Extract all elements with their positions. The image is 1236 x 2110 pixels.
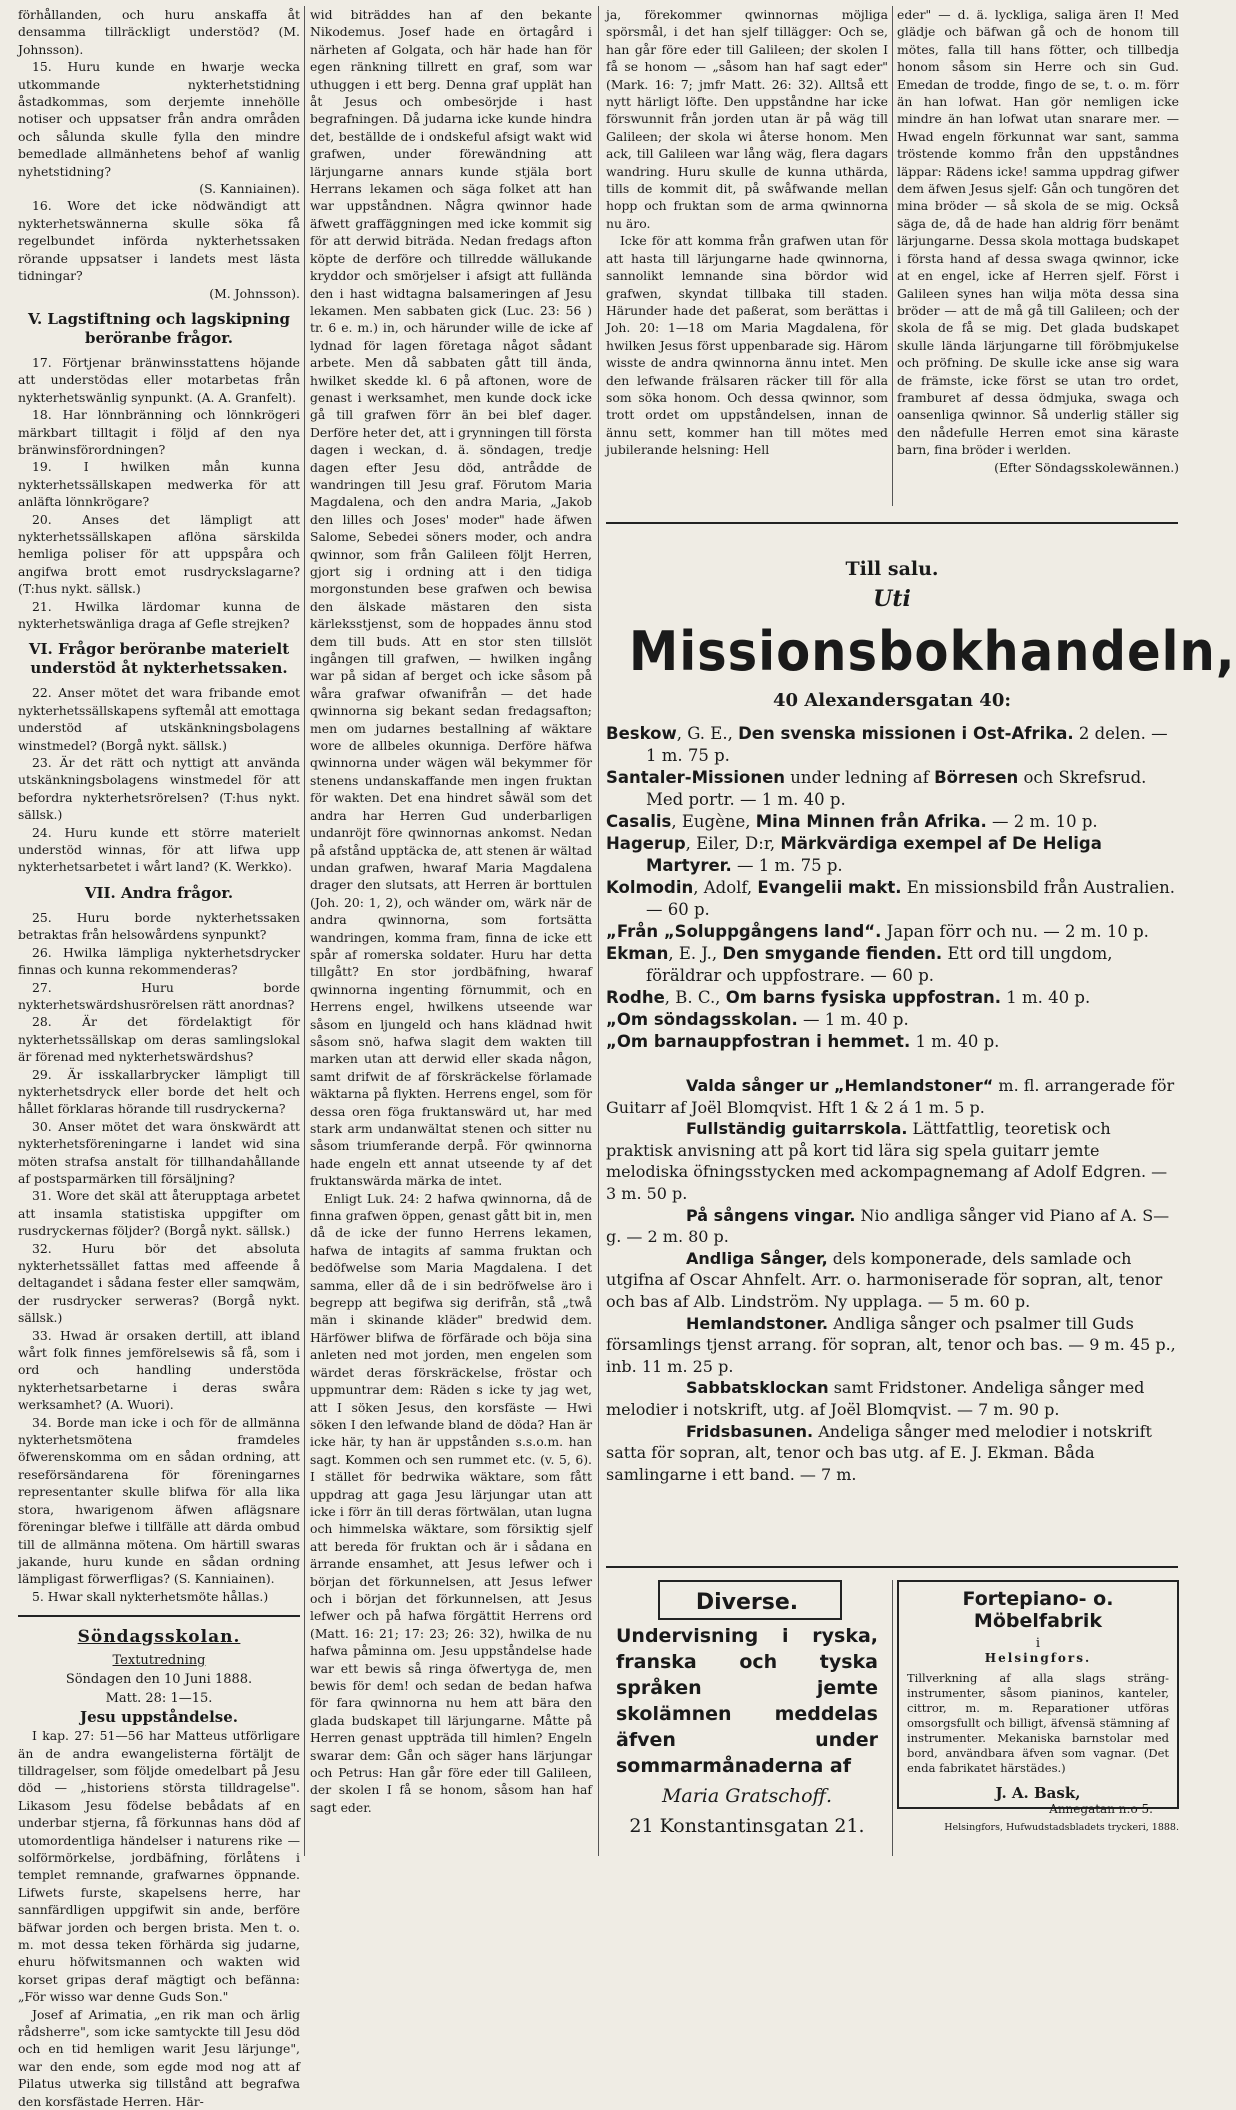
missionsbokhandeln-title: Missionsbokhandeln,	[628, 620, 1236, 683]
paragraph: Josef af Arimatia, „en rik man och ärlig rådsherre", som icke samtyckte till Jesu död och en tid hemligen warit Jesu lärjunge", war den ende, som egde mod nog att af Pilatus utwerka sig tillstånd att begrafwa den korsfästade Herren. Här-	[18, 2006, 300, 2109]
paragraph: 20. Anses det lämpligt att nykterhetssällskapen aflöna särskilda hemliga poliser för att uppspåra och angifwa brott emot rusdryckslagarne? (T:hus nykt. sällsk.)	[18, 511, 300, 597]
section-heading: VII. Andra frågor.	[84, 883, 234, 902]
book-price: Japan förr och nu. — 2 m. 10 p.	[881, 922, 1149, 941]
book-author: „	[606, 1032, 617, 1051]
paragraph: 29. Är isskallarbrycker lämpligt till nykterhetsdryck eller borde det helt och hållet förklaras hörande till rusdryckerna?	[18, 1066, 300, 1117]
piano-description: Tillverkning af alla slags sträng-instrumenter, såsom pianinos, kanteler, cittror, m. m. Reparationer utföras omsorgsfullt och billigt, äfvensä stämning af instrumenter. Mekaniska barnstolar med bord, användbara äfven som vagnar. (Det enda fabrikatet härstädes.)	[907, 1671, 1169, 1775]
paragraph: 26. Hwilka lämpliga nykterhetsdrycker finnas och kunna rekommenderas?	[18, 944, 300, 978]
paragraph: eder" — d. ä. lyckliga, saliga ären I! Med glädje och bäfwan gå och de honom till mötes, falla till hans fötter, och tillbedja honom såsom sin Herre och sin Gud. Emedan de trodde, fingo de se, t. o. m. förr än han lofwat. Han gör nemligen icke mindre än han lofwat utan snarare mer. — Hwad engeln förkunnat war sant, samma tröstende kommo från den uppståndnes läppar: Rädens icke! samma uppdrag gifwer dem äfwen Jesus sjelf: Gån och tungören det mina bröder — så skola de se mig. Också säga de, då de hade han aldrig förr benämt lärjungarne. Dessa skola mottaga budskapet i första hand af dessa swaga qwinnor, icke at en engel, icke af Herren sjelf. Först i Galileen synes han wilja möta dessa sina bröder — att de må gå till Galileen; och der skola de få se mig. Det glada budskapet skulle lända lärjungarne till föröbmjukelse och pröfning. De skulle icke anse sig wara de främste, icke först se utan tro ordet, framburet af dessa ödmjuka, swaga och oansenliga qwinnor. Så underlig ställer sig den nådefulle Herren emot sina käraste barn, fina bröder i werlden.	[897, 7, 1179, 458]
paragraph: I kap. 27: 51—56 har Matteus utförligare än de andra ewangelisterna förtäljt de tilldragelser, som följde omedelbart på Jesu död — „historiens största tilldragelse". Likasom Jesu födelse bebådats af en underbar stjerna, få förkunnas hans död af utomordentliga händelser i naturens rike — solförmörkelse, jordbäfning, förlåtens i templet remnande, grafwarnes öppnande. Lifwets furste, skapelsens herre, har sannfärdligen uppgifwit sin ande, berföre bäfwar jorden och bergen brista. Men t. o. m. mot dessa teken förhärda sig judarne, ehuru höfwitsmannen och wakten wid korset gripas deraf mägtigt och befänna: „För wisso war denne Guds Son."	[18, 1728, 300, 2005]
music-title: Fullständig guitarrskola.	[686, 1119, 908, 1139]
book-price: 2 delen. — 1 m. 75 p.	[646, 724, 1168, 765]
book-price: 1 m. 40 p.	[910, 1032, 1000, 1051]
book-title: Om söndagsskolan.	[616, 1010, 798, 1029]
music-entry	[606, 1075, 1178, 1118]
music-detail: Lättfattlig, teoretisk och praktisk anvisning att på kort tid lära sig spela guitarr jemte melodiska öfningsstycken med ackompagnemang af Adolf Edgren. — 3 m. 50 p.	[606, 1119, 1168, 1203]
book-price: — 1 m. 75 p.	[731, 856, 843, 875]
music-detail: Andeliga sånger med melodier i notskrift satta för sopran, alt, tenor och bas utg. af E. J. Ekman. Båda samlingarne i ett band. — 7 m.	[606, 1421, 1152, 1484]
section-rule	[606, 1566, 1178, 1568]
paragraph: förhållanden, och huru anskaffa åt densamma tillräckligt understöd? (M. Johnsson).	[18, 7, 300, 57]
column-rule	[304, 6, 305, 1856]
book-author: Kolmodin	[606, 878, 694, 897]
music-title: Valda sånger ur „Hemlandstoner“	[686, 1076, 994, 1095]
book-entry	[606, 877, 1178, 921]
paragraph: 32. Huru bör det absoluta nykterhetssället fattas med affeende å deltagandet i sådana fester eller samqwäm, der rusdrycker serweras? (Borgå nykt. sällsk.)	[18, 1240, 300, 1326]
shop-address: 40 Alexandersgatan 40:	[773, 690, 1011, 711]
piano-i: i	[1035, 1636, 1041, 1651]
book-title: Den smygande fienden.	[722, 944, 943, 963]
book-price: En missionsbild från Australien. — 60 p.	[646, 878, 1176, 919]
book-title: Mina Minnen från Afrika.	[755, 812, 987, 831]
music-entry	[606, 1313, 1178, 1378]
paragraph: 19. I hwilken mån kunna nykterhetssällskapen medwerka för att anläfta lönnkrögare?	[18, 459, 300, 510]
music-detail: dels komponerade, dels samlade och utgifna af Oscar Ahnfelt. Arr. o. harmoniserade för sopran, alt, tenor och bas af Alb. Lindström. Ny upplaga. — 5 m. 60 p.	[606, 1248, 1163, 1311]
book-title: Från „Soluppgångens land“.	[616, 922, 882, 941]
music-entry	[606, 1205, 1178, 1248]
divider	[18, 1615, 300, 1617]
printer-imprint: Helsingfors, Hufwudstadsbladets tryckeri, 1888.	[944, 1821, 1179, 1833]
paragraph: 16. Wore det icke nödwändigt att nykterhetswännerna skulle söka få regelbundet införda nykterhetssaken rörande uppsatser i landets mest lästa tidningar?	[18, 198, 300, 284]
book-author: Rodhe	[606, 988, 665, 1007]
sondagsskolan-heading: Söndagsskolan.	[77, 1627, 241, 1648]
book-entry	[606, 921, 1178, 943]
paragraph: ja, förekommer qwinnornas möjliga spörsmål, i det han sjelf tillägger: Och se, han går före eder till Galileen; der skolen I få se honom — „såsom han haf sagt eder" (Mark. 16: 7; jmfr Matt. 26: 32). Alltså ett nytt härligt löfte. Den uppståndne har icke förswunnit från jorden utan är på wäg till Galileen; der skola wi återse honom. Men ack, till Galileen war lång wäg, flera dagars wandring. Huru skulle de kunna uthärda, tills de kommit dit, på swåfwande mellan hopp och fruktan som de arma qwinnorna nu äro.	[606, 7, 888, 231]
book-detail: under ledning af	[785, 768, 935, 787]
music-title: Fridsbasunen.	[686, 1421, 814, 1441]
book-price: och Skrefsrud. Med portr. — 1 m. 40 p.	[646, 768, 1147, 809]
textutredning-label: Textutredning	[112, 1653, 206, 1669]
book-detail: , B. C.,	[664, 988, 726, 1007]
piano-factory-title: Fortepiano- o. Möbelfabrik	[962, 1588, 1114, 1632]
music-entry	[606, 1118, 1178, 1204]
paragraph: 22. Anser mötet det wara fribande emot nykterhetssällskapens syftemål att emottaga understöd af utskänkningsbolagens winstmedel? (Borgå nykt. sällsk.)	[18, 685, 300, 753]
book-entry	[606, 1009, 1178, 1031]
piano-address: Annegatan n:o 5.	[1049, 1802, 1153, 1816]
music-entry	[606, 1377, 1178, 1420]
lesson-title: Jesu uppståndelse.	[79, 1708, 239, 1727]
piano-city: Helsingfors.	[984, 1651, 1092, 1665]
book-title: Om barnauppfostran i hemmet.	[616, 1032, 911, 1051]
book-entry	[606, 1031, 1178, 1053]
paragraph: 24. Huru kunde ett större materielt understöd winnas, för att lifwa upp nykterhetsarbetet i wårt land? (K. Werkko).	[18, 824, 300, 875]
piano-factory-advertisement	[897, 1580, 1179, 1850]
scripture-reference: Matt. 28: 1—15.	[105, 1691, 213, 1707]
paragraph: 17. Förtjenar bränwinsstattens höjande att understödas eller motarbetas från nykterhetswänlig synpunkt. (A. A. Granfelt).	[18, 354, 300, 405]
book-author: „	[606, 1010, 617, 1029]
book-entry	[606, 811, 1178, 833]
paragraph: 5. Hwar skall nykterhetsmöte hållas.)	[32, 1588, 269, 1604]
music-entry	[606, 1421, 1178, 1486]
music-detail: Nio andliga sånger vid Piano af A. S—g. — 2 m. 80 p.	[606, 1205, 1170, 1247]
book-entry	[606, 723, 1178, 767]
music-title: Hemlandstoner.	[686, 1313, 829, 1333]
signature: (S. Kanniainen).	[199, 181, 300, 197]
music-title: Sabbatsklockan	[686, 1378, 829, 1398]
column-rule	[598, 6, 599, 1856]
book-title: Evangelii makt.	[757, 878, 902, 897]
music-detail: samt Fridstoner. Andeliga sånger med melodier i notskrift, utg. af Joël Blomqvist. — 7 m. 90 p.	[606, 1378, 1145, 1419]
book-price: Ett ord till ungdom, föräldrar och uppfostrare. — 60 p.	[646, 944, 1113, 985]
book-author: Santaler-Missionen	[606, 768, 786, 787]
book-title: Den svenska missionen i Ost-Afrika.	[738, 724, 1074, 743]
music-title: På sångens vingar.	[686, 1205, 856, 1225]
song-list	[606, 1075, 1178, 1485]
book-detail: , Eiler, D:r,	[685, 834, 781, 853]
book-author: Casalis	[606, 812, 672, 831]
book-author: Beskow	[606, 724, 677, 743]
paragraph: 25. Huru borde nykterhetssaken betraktas från helsowårdens synpunkt?	[18, 909, 300, 943]
book-entry	[606, 767, 1178, 811]
column-1	[18, 6, 300, 2109]
book-list	[606, 723, 1178, 1053]
book-detail: , E. J.,	[668, 944, 723, 963]
section-rule	[606, 522, 1178, 524]
paragraph: 33. Hwad är orsaken dertill, att ibland wårt folk finnes jemförelsewis så få, som i ord och handling understöda nykterhetsarbetarne i deras swåra werksamhet? (A. Wuori).	[18, 1327, 300, 1413]
music-detail: Andliga sånger och psalmer till Guds församlings tjenst arrang. för sopran, alt, tenor och bas. — 9 m. 45 p., inb. 11 m. 25 p.	[606, 1313, 1176, 1376]
book-price: — 2 m. 10 p.	[986, 812, 1098, 831]
column-2	[310, 6, 592, 1856]
book-detail: , G. E.,	[676, 724, 739, 743]
book-price: 1 m. 40 p.	[1001, 988, 1091, 1007]
music-entry	[606, 1248, 1178, 1313]
column-rule	[892, 6, 893, 506]
book-author: Hagerup	[606, 834, 686, 853]
paragraph: 15. Huru kunde en hwarje wecka utkommande nykterhetstidning åstadkommas, som derjemte innehölle notiser och uppsatser från andra områden och sålunda skulle fylla den mindre bemedlade allmänhetens behof af wanlig nyhetstidning?	[18, 59, 300, 179]
section-heading: V. Lagstiftning och lagskipning beröranbe frågor.	[27, 309, 291, 347]
column-4	[897, 6, 1179, 516]
teacher-address: 21 Konstantinsgatan 21.	[629, 1815, 865, 1837]
book-title: Märkvärdiga exempel af De Heliga Martyrer.	[646, 834, 1102, 875]
signature: (Efter Söndagsskolewännen.)	[994, 459, 1179, 475]
book-detail: , Eugène,	[671, 812, 756, 831]
paragraph: 27. Huru borde nykterhetswärdshusrörelsen rätt anordnas?	[18, 979, 300, 1012]
music-detail: m. fl. arrangerade för Guitarr af Joël Blomqvist. Hft 1 & 2 á 1 m. 5 p.	[606, 1076, 1175, 1117]
paragraph: 31. Wore det skäl att återupptaga arbetet att insamla statistiska uppgifter om rusdryckernas följder? (Borgå nykt. sällsk.)	[18, 1188, 300, 1239]
paragraph: 28. Är det fördelaktigt för nykterhetssällskap om deras samlingslokal är förenad med nykterhetswärdshus?	[18, 1014, 300, 1065]
book-entry	[606, 987, 1178, 1009]
piano-owner: J. A. Bask,	[995, 1784, 1081, 1802]
book-title: Om barns fysiska uppfostran.	[725, 988, 1002, 1007]
book-price: — 1 m. 40 p.	[797, 1010, 909, 1029]
language-lessons-text: Undervisning i ryska, franska och tyska språken jemte skolämnen meddelas äfven under sommarmånaderna af	[616, 1625, 878, 1777]
diverse-heading: Diverse.	[695, 1590, 799, 1615]
book-entry	[606, 833, 1178, 877]
book-detail: , Adolf,	[693, 878, 758, 897]
book-title: Börresen	[934, 768, 1019, 787]
paragraph: Icke för att komma från grafwen utan för att hasta till lärjungarne hade qwinnorna, sannolikt lemnande sina bördor wid grafwen, skyndat tillbaka till staden. Härunder hade det paßerat, som berättas i Joh. 20: 1—18 om Maria Magdalena, för hwilken Jesus först uppenbarade sig. Härom wisste de andra qwinnorna ännu intet. Men den lefwande frälsaren räcker till för alla som söka honom. Och dessa qwinnor, som trott ordet om uppståndelsen, innan de ännu sett, kommer han till mötes med jubilerande helsning: Hell	[606, 233, 888, 458]
column-rule	[892, 1580, 893, 1856]
paragraph: 23. Är det rätt och nyttigt att använda utskänkningsbolagens winstmedel för att befordra nykterhetsrörelsen? (T:hus nykt. sällsk.)	[18, 755, 300, 823]
book-entry	[606, 943, 1178, 987]
uti-label: Uti	[873, 586, 911, 612]
paragraph: 21. Hwilka lärdomar kunna de nykterhetswänliga draga af Gefle strejken?	[18, 598, 300, 631]
sunday-date: Söndagen den 10 Juni 1888.	[65, 1672, 253, 1688]
paragraph: Enligt Luk. 24: 2 hafwa qwinnorna, då de finna grafwen öppen, genast gått bit in, men då de icke der funno Herrens lekamen, hafwa de intagits af samma fruktan och bedöfwelse som Maria Magdalena. I det samma, eller då de i sin bedröfwelse äro i begrepp att begifwa sig derifrån, stå „twå män i skinande kläder" bredwid dem. Härföwer blifwa de förfärade och böja sina anleten ned mot jorden, men engelen som wärdet deras förskräckelse, fröstar och uppmuntrar dem: Räden s icke ty jag wet, att I söken Jesus, den korsfäste — Hwi söken I den lefwande bland de döda? Han är icke här, ty han är uppstånden s.s.o.m. han sagt. Kommen och sen rummet etc. (v. 5, 6). I stället för bedrwika wäktare, som fått uppdrag att gaga Jesu lärjungar utan att icke i förr än till deras förtwälan, utan lugna och himmelska wäktare, som försiktig sjelf att bereda för fruktan och är i sådana en ärrande ensamhet, att Jesus lefwer och i början det förkunnelsen, att Jesus lefwer och i början det förkunnelsen, att Jesus lefwer och på hafwa förgättit Herrens ord (Matt. 16: 21; 17: 23; 26: 32), hwilka de nu hafwa påminna om. Jesu uppståndelse hade war ett bewis så ringa öfwertyga de, men bewis för dem! och sedan de bedan hafwa för fara qwinnorna nu hem att bära den glada budskapet till lärjungarne. Måtte på Herren genast uppträda till himlen? Engeln swarar dem: Gån och säger hans lärjungar och Petrus: Han går före eder till Galileen, der skolen I få se honom, såsom han haf sagt eder.	[310, 1190, 592, 1815]
for-sale-heading: Till salu.	[845, 558, 939, 580]
column-3	[606, 6, 888, 516]
book-author: Ekman	[606, 944, 669, 963]
bookshop-advertisement	[606, 536, 1236, 1536]
diverse-advertisement	[606, 1580, 888, 1850]
book-author: „	[606, 922, 617, 941]
paragraph: 30. Anser mötet det wara önskwärdt att nykterhetsföreningarne i landet wid sina möten strafsa anstalt för tillhandahållande af postsparmärken till försäljning?	[18, 1118, 300, 1186]
paragraph: 34. Borde man icke i och för de allmänna nykterhetsmötena framdeles öfwerenskomma om en sådan ordning, att reseförsändarena för föreningarnes representanter skulle blifwa för alla lika stora, hwarigenom äfwen aflägsnare föreningar blefwe i tillfälle att därda ombud till de allmänna mötena. Om härtill swaras jakande, huru kunde en sådan ordning lämpligast förwerfligas? (S. Kanniainen).	[18, 1414, 300, 1587]
section-heading: VI. Frågor beröranbe materielt understöd åt nykterhetssaken.	[28, 640, 290, 678]
signature: (M. Johnsson).	[209, 285, 300, 301]
music-title: Andliga Sånger,	[686, 1248, 828, 1268]
diverse-frame	[658, 1580, 842, 1620]
paragraph: wid biträddes han af den bekante Nikodemus. Josef hade en örtagård i närheten af Golgata, och här hade han för egen ränkning tillrett en graf, som war uthuggen i ett berg. Denna graf upplät han åt Jesus och ombesörjde i hast begrafningen. Då judarna icke kunde hindra det, beställde de i ondskeful afsigt wakt wid grafwen, under förewändning att lärjungarne annars kunde stjäla bort Herrans lekamen och säga folket att han war uppståndnen. Några qwinnor hade äfwett graffäggningen med icke kommit sig för att derwid biträda. Nedan fredags afton köpte de derföre och tillredde wällukande kryddor och smörjelser i afsigt att fullända den i hast widtagna balsameringen af Jesu lekamen. Men sabbaten gick (Luc. 23: 56 ) tr. 6 e. m.) in, och härunder wille de icke af lydnad för lagen företaga något sådant arbete. Men då sabbaten gått till ända, hwilket skedde kl. 6 på aftonen, wore de genast i werksamhet, men kunde dock icke gå till grafwen förr än bei blef dager. Derföre heter det, att i grynningen till första dagen i weckan, d. ä. söndagen, tredje dagen efter Jesu död, antrådde de wandringen till Jesu graf. Förutom Maria Magdalena, och den andra Maria, „Jakob den lilles och Joses' moder" hade äfwen Salome, Sebedei söners moder, och andra qwinnor, som från Galileen följt Herren, gjort sig i ordning att i den tidiga morgonstunden bese grafwen och bewisa den älskade mästaren den sista kärleksstjenst, som de hoppades ännu stod dem till buds. Att en stor sten tillslöt ingången till grafwen, — hwilken ingång war på sidan af berget och icke såsom på wåra grafwar ofwanifrån — det hade qwinnorna sig bekant sedan fredagsafton; men om judarnes bestallning af wäktare wore de allbeles okunniga. Derföre häfwa qwinnorna under wägen wäl bekymmer för stenens undanskaffande men ingen fruktan för wakten. Det ena hindret såwäl som det andra har Herren Gud underbarligen undanröjt före qwinnornas ankomst. Nedan på afstånd upptäcka de, att stenen är wältad undan grafwen, hwaraf Maria Magdalena drager den slutsats, att Herren är borttulen (Joh. 20: 1, 2), och wänder om, wärk när de andra qwinnorna, som fortsätta wandringen, komma fram, finna de icke ett spår af romerska soldater. Huru har detta tillgått? En stor jordbäfning, hwaraf qwinnorna ingenting förnummit, och en Herrens engel, hwilkens utseende war såsom en ljungeld och hans klädnad hwit såsom snö, hafwa slagit dem wakten till marken utan att derwid eller skada någon, samt drifwit de af förskräckelse förlamade wäktarna på flykten. Herrens engel, som för dessa oren föga fruktanswärd ut, har med stark arm undanwältat stenen och sitter nu såsom triumferande derpå. För qwinnorna hade engeln ett annat utseende ty af det fruktanswärda märka de intet.	[310, 7, 592, 1189]
paragraph: 18. Har lönnbränning och lönnkrögeri märkbart tilltagit i följd af den nya bränwinsförordningen?	[18, 407, 300, 457]
teacher-name: Maria Gratschoff.	[661, 1785, 833, 1807]
